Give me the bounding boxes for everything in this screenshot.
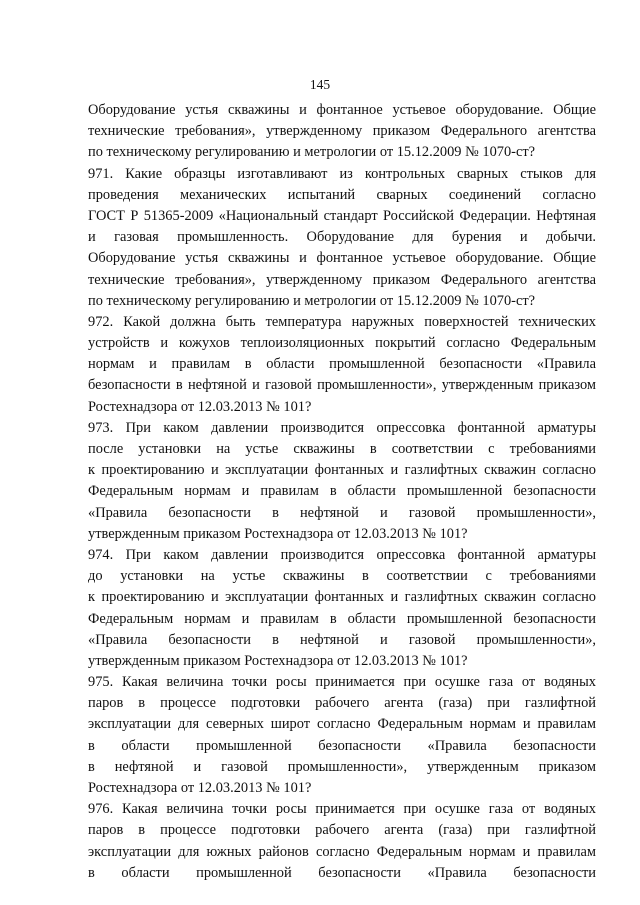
text-line: безопасности в нефтяной и газовой промышленности», утвержденным приказом bbox=[88, 377, 596, 394]
text-line: эксплуатации для северных широт согласно Федеральным нормам и правилам bbox=[88, 716, 596, 733]
text-line: «Правила безопасности в нефтяной и газовой промышленности», bbox=[88, 631, 596, 648]
text-line: нормам и правилам в области промышленной безопасности «Правила bbox=[88, 356, 596, 373]
text-line: эксплуатации для южных районов согласно Федеральным нормам и правилам bbox=[88, 843, 596, 860]
text-line: 975. Какая величина точки росы принимается при осушке газа от водяных bbox=[88, 674, 596, 691]
text-line: после установки на устье скважины в соответствии с требованиями bbox=[88, 441, 596, 457]
text-line: Оборудование устья скважины и фонтанное устьевое оборудование. Общие bbox=[88, 250, 596, 267]
text-line: утвержденным приказом Ростехнадзора от 12.03.2013 № 101? bbox=[88, 525, 468, 542]
page-number: 145 bbox=[309, 77, 331, 92]
text-line: Федеральным нормам и правилам в области промышленной безопасности bbox=[88, 610, 596, 627]
text-line: к проектированию и эксплуатации фонтанных и газлифтных скважин согласно bbox=[88, 589, 596, 606]
text-line: и газовая промышленность. Оборудование для бурения и добычи. bbox=[88, 229, 596, 246]
text-line: в области промышленной безопасности «Правила безопасности bbox=[88, 737, 596, 754]
text-line: технические требования», утвержденному приказом Федерального агентства bbox=[88, 123, 596, 140]
text-line: 976. Какая величина точки росы принимается при осушке газа от водяных bbox=[88, 801, 596, 818]
text-line: 972. Какой должна быть температура наружных поверхностей технических bbox=[88, 313, 596, 330]
text-line: 974. При каком давлении производится опрессовка фонтанной арматуры bbox=[88, 546, 596, 563]
text-line: паров в процессе подготовки рабочего агента (газа) при газлифтной bbox=[88, 695, 596, 712]
text-line: ГОСТ Р 51365-2009 «Национальный стандарт Российской Федерации. Нефтяная bbox=[88, 207, 596, 224]
text-line: 973. При каком давлении производится опрессовка фонтанной арматуры bbox=[88, 419, 596, 436]
text-line: «Правила безопасности в нефтяной и газовой промышленности», bbox=[88, 504, 596, 521]
text-line: устройств и кожухов теплоизоляционных покрытий согласно Федеральным bbox=[88, 335, 596, 352]
text-line: Оборудование устья скважины и фонтанное устьевое оборудование. Общие bbox=[88, 102, 596, 118]
text-line: 971. Какие образцы изготавливают из контрольных сварных стыков для bbox=[88, 165, 596, 182]
text-line: Ростехнадзора от 12.03.2013 № 101? bbox=[88, 398, 312, 415]
text-line: Федеральным нормам и правилам в области промышленной безопасности bbox=[88, 483, 596, 500]
text-line: Ростехнадзора от 12.03.2013 № 101? bbox=[88, 780, 312, 796]
text-line: технические требования», утвержденному приказом Федерального агентства bbox=[88, 271, 596, 288]
text-line: в нефтяной и газовой промышленности», утвержденным приказом bbox=[88, 758, 596, 775]
text-line: проведения механических испытаний сварных соединений согласно bbox=[88, 186, 596, 203]
text-line: утвержденным приказом Ростехнадзора от 12.03.2013 № 101? bbox=[88, 652, 468, 669]
text-line: в области промышленной безопасности «Правила безопасности bbox=[88, 864, 596, 881]
document-body bbox=[88, 100, 596, 884]
text-line: по техническому регулированию и метрологии от 15.12.2009 № 1070-ст? bbox=[88, 292, 536, 309]
text-line: к проектированию и эксплуатации фонтанных и газлифтных скважин согласно bbox=[88, 462, 596, 479]
text-line: до установки на устье скважины в соответствии с требованиями bbox=[88, 568, 596, 585]
text-line: по техническому регулированию и метрологии от 15.12.2009 № 1070-ст? bbox=[88, 144, 536, 161]
text-line: паров в процессе подготовки рабочего агента (газа) при газлифтной bbox=[88, 822, 596, 839]
